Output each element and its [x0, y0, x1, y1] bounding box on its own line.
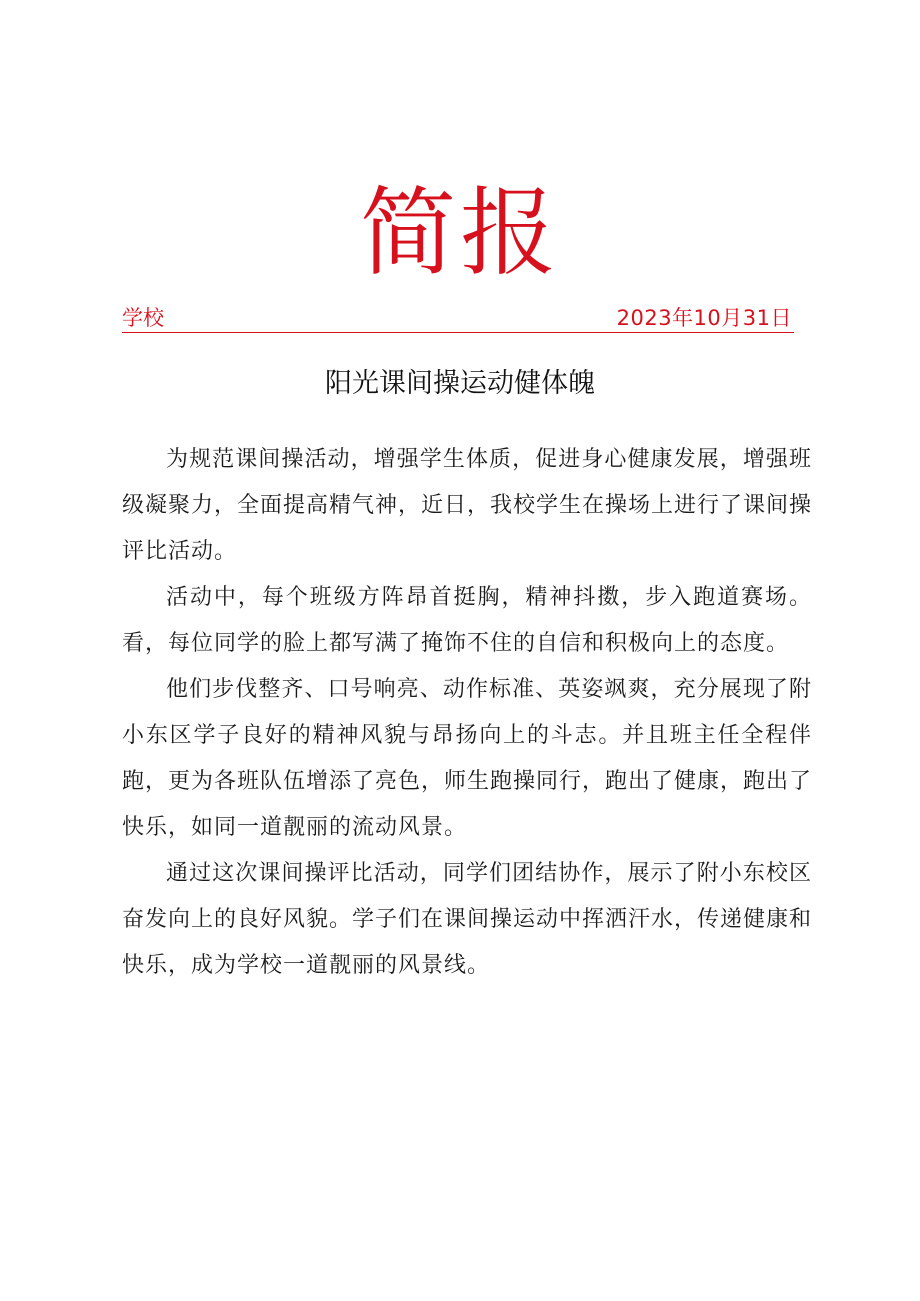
school-name: 学校 [122, 306, 164, 330]
article-body [122, 437, 812, 989]
article-headline: 阳光课间操运动健体魄 [325, 368, 595, 399]
bulletin-masthead: 简报 [360, 177, 560, 289]
article-paragraph: 他们步伐整齐、口号响亮、动作标准、英姿飒爽，充分展现了附小东区学子良好的精神风貌与昂扬向上的斗志。并且班主任全程伴跑，更为各班队伍增添了亮色，师生跑操同行，跑出了健康，跑出了快乐，如同一道靓丽的流动风景。 [122, 677, 813, 840]
article-paragraph: 为规范课间操活动，增强学生体质，促进身心健康发展，增强班级凝聚力，全面提高精气神，近日，我校学生在操场上进行了课间操评比活动。 [122, 447, 813, 564]
issue-date: 2023年10月31日 [616, 306, 792, 330]
article-paragraph: 通过这次课间操评比活动，同学们团结协作，展示了附小东校区奋发向上的良好风貌。学子们在课间操运动中挥洒汗水，传递健康和快乐，成为学校一道靓丽的风景线。 [122, 861, 813, 978]
bulletin-meta-line [122, 304, 794, 333]
article-paragraph: 活动中，每个班级方阵昂首挺胸，精神抖擞，步入跑道赛场。看，每位同学的脸上都写满了掩饰不住的自信和积极向上的态度。 [122, 585, 812, 656]
